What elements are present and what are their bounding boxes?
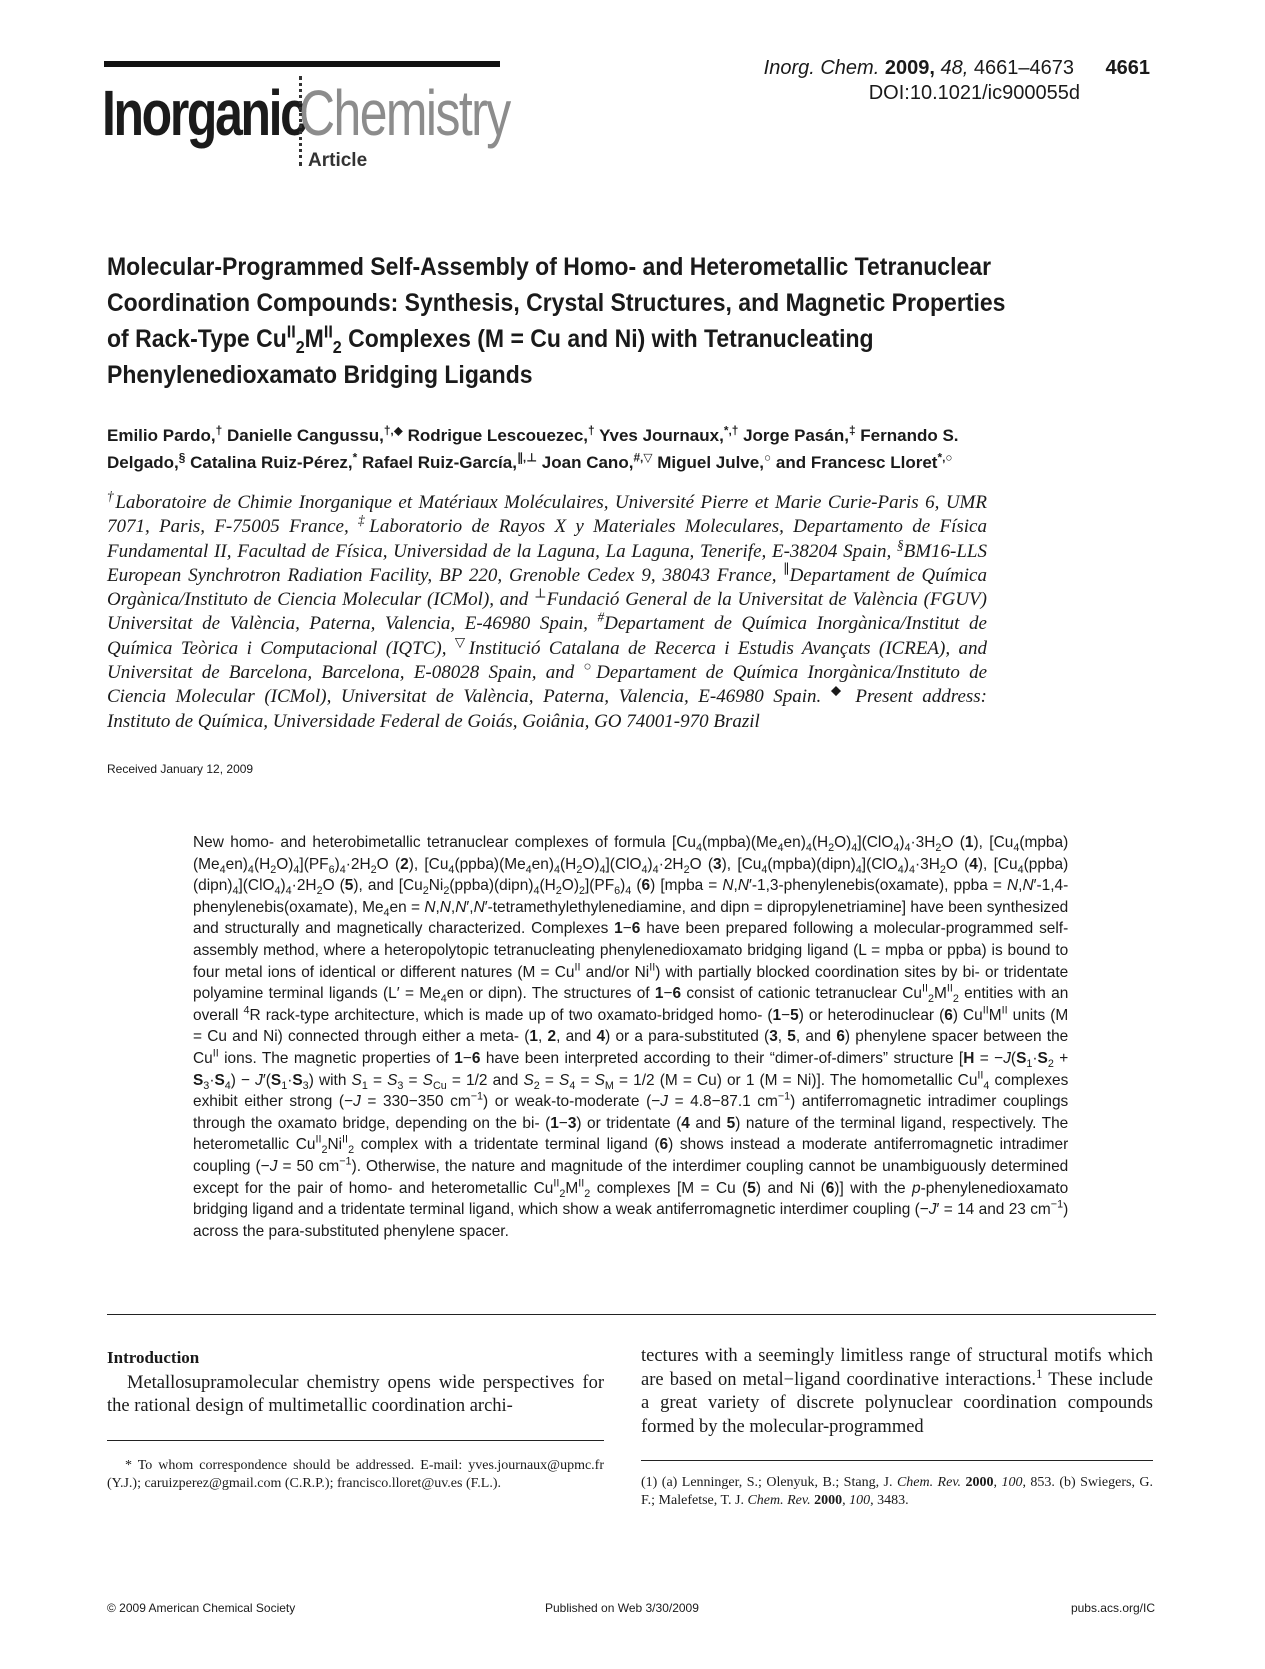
footnote-reference-1: (1) (a) Lenninger, S.; Olenyuk, B.; Stang, J. Chem. Rev. 2000, 100, 853. (b) Swiegers, G. F.; Malefetse, T. J. Chem. Rev. 2000, 100, 3483. xyxy=(641,1475,1154,1508)
section-divider xyxy=(107,1314,1156,1315)
copyright-notice: © 2009 American Chemical Society xyxy=(107,1601,296,1615)
journal-name: Inorg. Chem. xyxy=(763,57,880,79)
intro-paragraph-right: tectures with a seemingly limitless range of structural motifs which are based on metal−ligand coordinative interactions.$^1$ These include a great variety of discrete polynuclear coordination compounds formed by the molecular-programmed xyxy=(641,1346,1153,1437)
logo-divider xyxy=(299,76,302,166)
intro-paragraph-left: Metallosupramolecular chemistry opens wide perspectives for the rational design of multimetallic coordination archi- xyxy=(107,1373,604,1416)
section-heading: Introduction xyxy=(107,1348,200,1367)
citation-header xyxy=(764,56,1150,106)
affiliations: †Laboratoire de Chimie Inorganique et Matériaux Moléculaires, Université Pierre et Marie Curie-Paris 6, UMR 7071, Paris, F-75005 France, ‡Laboratorio de Rayos X y Materiales Moleculares, Departamento de Física Fundamental II, Facultad de Física, Universidad de la Laguna, La Laguna, Tenerife, E-38204 Spain, §BM16-LLS European Synchrotron Radiation Facility, BP 220, Grenoble Cedex 9, 38043 France, ∥Departament de Química Orgànica/Instituto de Ciencia Molecular (ICMol), and ⊥Fundació General de la Universitat de València (FGUV) Universitat de València, Paterna, Valencia, E-46980 Spain, #Departament de Química Inorgànica/Institut de Química Teòrica i Computacional (IQTC), ▽Institució Catalana de Recerca i Estudis Avançats (ICREA), and Universitat de Barcelona, Barcelona, E-08028 Spain, and ○Departament de Química Inorgànica/Instituto de Ciencia Molecular (ICMol), Universitat de València, Paterna, Valencia, E-46980 Spain. ◆ Present address: Instituto de Química, Universidade Federal de Goiás, Goiânia, GO 74001-970 Brazil xyxy=(107,488,988,732)
footnote-divider-left xyxy=(107,1440,604,1441)
published-date: Published on Web 3/30/2009 xyxy=(545,1601,699,1615)
abstract: New homo- and heterobimetallic tetranuclear complexes of formula $[Cu_4(mpba)(Me_4en)_4(H_2O)_4](ClO_4)_4\cdot 3H_2O$ (1), $[Cu_4(mpba)(Me_4en)_4(H_2O)_4](PF_6)_4\cdot 2H_2O$ (2), $[Cu_4(ppba)(Me_4en)_4(H_2O)_4](ClO_4)_4\cdot 2H_2O$ (3), $[Cu_4(mpba)(dipn)_4](ClO_4)_4\cdot 3H_2O$ (4), $[Cu_4(ppba)(dipn)_4](ClO_4)_4\cdot 2H_2O$ (5), and $[Cu_2Ni_2(ppba)(dipn)_4(H_2O)_2](PF_6)_4$ (6) [mpba = N,N′-1,3-phenylenebis(oxamate), ppba = N,N′-1,4-phenylenebis(oxamate), $Me_4en$ = N,N,N′,N′-tetramethylethylenediamine, and dipn = dipropylenetriamine] have been synthesized and structurally and magnetically characterized. Complexes 1−6 have been prepared following a molecular-programmed self-assembly method, where a heteropolytopic tetranucleating phenylenedioxamato bridging ligand (L = mpba or ppba) is bound to four metal ions of identical or different natures ($M = Cu^{II}$ and/or $Ni^{II}$) with partially blocked coordination sites by bi- or tridentate polyamine terminal ligands ($L' = Me_4en$ or dipn). The structures of 1−6 consist of cationic tetranuclear $Cu^{II}_2M^{II}_2$ entities with an overall $^4$R rack-type architecture, which is made up of two oxamato-bridged homo- (1−5) or heterodinuclear (6) $Cu^{II}M^{II}$ units (M = Cu and Ni) connected through either a meta- (1, 2, and 4) or a para-substituted (3, 5, and 6) phenylene spacer between the $Cu^{II}$ ions. The magnetic properties of 1−6 have been interpreted according to their “dimer-of-dimers” structure [$H = -J(S_1\cdot S_2 + S_3\cdot S_4) - J'(S_1\cdot S_3)$ with $S_1 = S_3 = S_{Cu} = 1/2$ and $S_2 = S_4 = S_M = 1/2$ (M = Cu) or 1 (M = Ni)]. The homometallic $Cu^{II}_4$ complexes exhibit either strong (−J = 330−350 $cm^{-1}$) or weak-to-moderate (−J = 4.8−87.1 $cm^{-1}$) antiferromagnetic intradimer couplings through the oxamato bridge, depending on the bi- (1−3) or tridentate (4 and 5) nature of the terminal ligand, respectively. The heterometallic $Cu^{II}_2Ni^{II}_2$ complex with a tridentate terminal ligand (6) shows instead a moderate antiferromagnetic intradimer coupling (−J = 50 $cm^{-1}$). Otherwise, the nature and magnitude of the interdimer coupling cannot be unambiguously determined except for the pair of homo- and heterometallic $Cu^{II}_2M^{II}_2$ complexes [M = Cu (5) and Ni (6)] with the p-phenylenedioxamato bridging ligand and a tridentate terminal ligand, which show a weak antiferromagnetic interdimer coupling (−J′ = 14 and 23 $cm^{-1}$) across the para-substituted phenylene spacer. xyxy=(193,834,1069,1240)
journal-year: 2009, xyxy=(884,57,935,79)
footnote-divider-right xyxy=(641,1460,1153,1461)
footnote-correspondence: * To whom correspondence should be addressed. E-mail: yves.journaux@upmc.fr (Y.J.); caruizperez@gmail.com (C.R.P.); francisco.lloret@uv.es (F.L.). xyxy=(107,1458,604,1491)
author-list: Emilio Pardo,† Danielle Cangussu,†,◆ Rodrigue Lescouezec,† Yves Journaux,*,† Jorge Pasán,‡ Fernando S. Delgado,§ Catalina Ruiz-Pérez,* Rafael Ruiz-García,∥,⊥ Joan Cano,#,▽ Miguel Julve,○ and Francesc Lloret*,○ xyxy=(107,423,959,472)
page-range: 4661–4673 xyxy=(973,57,1074,79)
section-label: Article xyxy=(308,150,368,171)
page-number: 4661 xyxy=(1105,57,1150,79)
doi: DOI:10.1021/ic900055d xyxy=(868,82,1080,104)
journal-volume: 48, xyxy=(940,57,969,79)
article-title: Molecular-Programmed Self-Assembly of Homo- and Heterometallic Tetranuclear Coordination Compounds: Synthesis, Crystal Structures, and Magnetic Properties of Rack-Type $Cu^{II}_2M^{II}_2$ Complexes (M = Cu and Ni) with Tetranucleating Phenylenedioxamato Bridging Ligands xyxy=(107,253,1006,389)
received-date: Received January 12, 2009 xyxy=(107,762,254,776)
journal-url[interactable]: pubs.acs.org/IC xyxy=(1070,1601,1155,1615)
logo-word-chemistry: Chemistry xyxy=(299,77,510,149)
logo-top-bar xyxy=(104,61,500,67)
logo-word-inorganic: Inorganic xyxy=(102,77,306,149)
